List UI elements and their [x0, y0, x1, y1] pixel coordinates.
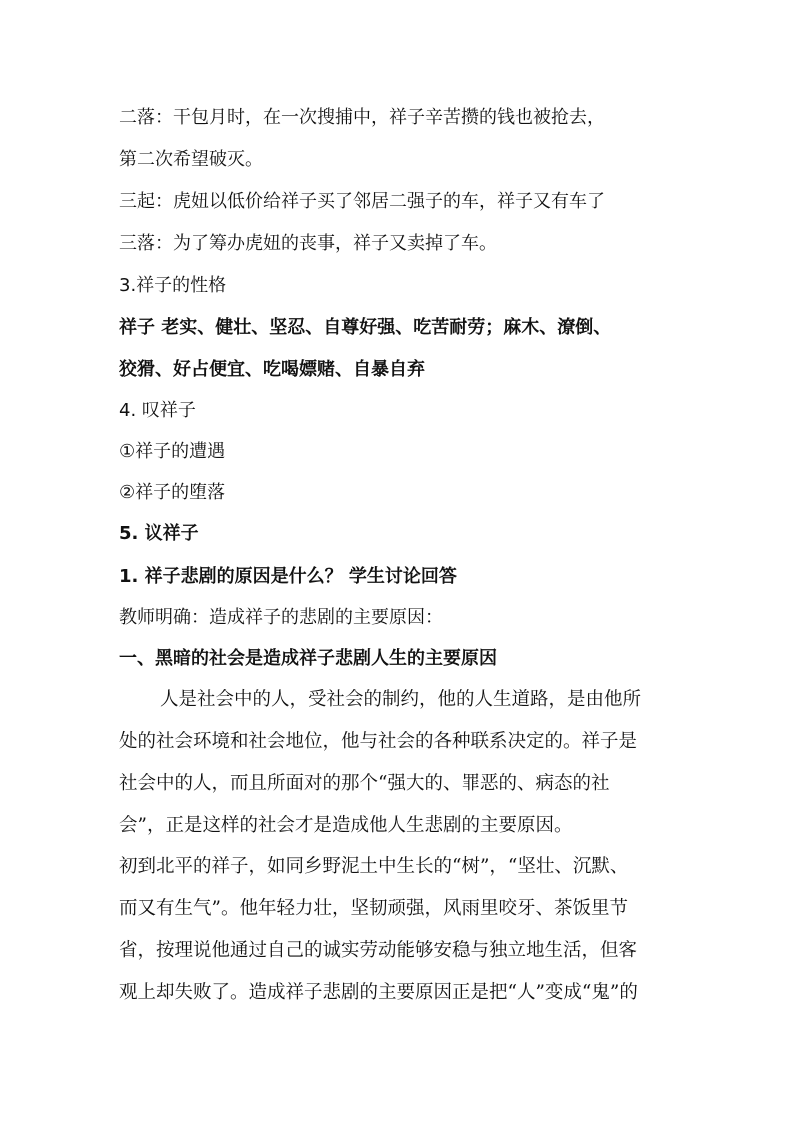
bold-text-line: 狡猾、好占便宜、吃喝嫖赌、自暴自弃 [119, 359, 425, 380]
paragraph-line: 社会中的人，而且所面对的那个“强大的、罪恶的、病态的社 [119, 773, 610, 794]
subsection-heading: 一、黑暗的社会是造成祥子悲剧人生的主要原因 [119, 648, 497, 669]
paragraph-line: 观上却失败了。造成祥子悲剧的主要原因正是把“人”变成“鬼”的 [119, 982, 638, 1003]
bold-text-line: 祥子 老实、健壮、坚忍、自尊好强、吃苦耐劳；麻木、潦倒、 [119, 317, 612, 338]
question-heading: 1. 祥子悲剧的原因是什么？ 学生讨论回答 [119, 566, 457, 587]
list-item: ②祥子的堕落 [119, 482, 226, 503]
text-line: 二落：干包月时，在一次搜捕中，祥子辛苦攒的钱也被抢去， [119, 107, 605, 128]
section-heading: 5. 议祥子 [119, 523, 199, 544]
paragraph-line: 会”，正是这样的社会才是造成他人生悲剧的主要原因。 [119, 815, 573, 836]
list-item: ①祥子的遭遇 [119, 441, 226, 462]
paragraph-line: 人是社会中的人，受社会的制约，他的人生道路，是由他所 [160, 689, 642, 710]
paragraph-line: 省，按理说他通过自己的诚实劳动能够安稳与独立地生活，但客 [119, 940, 638, 961]
text-line: 三落：为了筹办虎妞的丧事，祥子又卖掉了车。 [119, 233, 497, 254]
section-heading: 4. 叹祥子 [119, 400, 196, 421]
text-line: 教师明确：造成祥子的悲剧的主要原因： [119, 607, 443, 628]
paragraph-line: 初到北平的祥子，如同乡野泥土中生长的“树”，“坚壮、沉默、 [119, 856, 629, 877]
text-line: 三起：虎妞以低价给祥子买了邻居二强子的车，祥子又有车了 [119, 191, 605, 212]
paragraph-line: 处的社会环境和社会地位，他与社会的各种联系决定的。祥子是 [119, 731, 638, 752]
section-heading: 3.祥子的性格 [119, 275, 227, 296]
paragraph-line: 而又有生气”。他年轻力壮，坚韧顽强，风雨里咬牙、茶饭里节 [119, 898, 628, 919]
text-line: 第二次希望破灭。 [119, 149, 263, 170]
